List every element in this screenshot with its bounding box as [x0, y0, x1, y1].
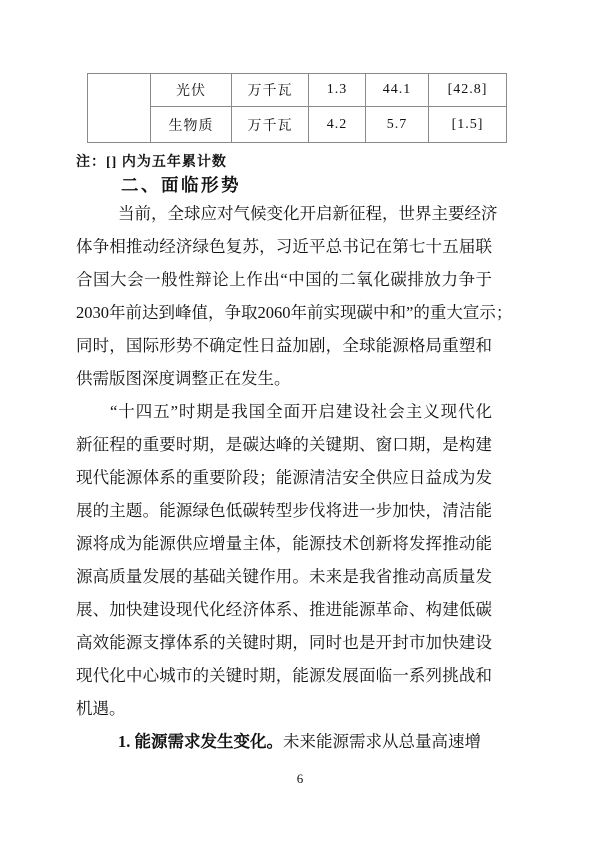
- table-cell-name: 光伏: [151, 74, 232, 107]
- numbered-item-text: 未来能源需求从总量高速增: [283, 732, 481, 751]
- body-line: 2030年前达到峰值，争取2060年前实现碳中和”的重大宣示；: [76, 303, 513, 322]
- body-line: 源高质量发展的基础关键作用。未来是我省推动高质量发: [76, 567, 492, 586]
- body-line: 展的主题。能源绿色低碳转型步伐将进一步加快，清洁能: [76, 501, 492, 520]
- body-line: 现代化中心城市的关键时期，能源发展面临一系列挑战和: [76, 666, 492, 685]
- numbered-item-title: 1. 能源需求发生变化。: [118, 732, 283, 751]
- table-row: [88, 107, 507, 143]
- body-text: [76, 197, 513, 758]
- body-line: “十四五”时期是我国全面开启建设社会主义现代化: [110, 402, 492, 421]
- body-line: 源将成为能源供应增量主体，能源技术创新将发挥推动能: [76, 534, 492, 553]
- table-cell-category-empty: [88, 74, 151, 143]
- table-cell-name: 生物质: [151, 107, 232, 143]
- body-line: 机遇。: [76, 699, 126, 718]
- body-line: 展、加快建设现代化经济体系、推进能源革命、构建低碳: [76, 600, 492, 619]
- table-cell-value: 44.1: [366, 74, 429, 107]
- table-cell-cumulative: [42.8]: [429, 74, 507, 107]
- table-row: [88, 74, 507, 107]
- body-line: 供需版图深度调整正在发生。: [76, 369, 291, 388]
- section-heading: 二、面临形势: [121, 175, 241, 195]
- table-cell-unit: 万千瓦: [232, 107, 309, 143]
- body-line: 高效能源支撑体系的关键时期，同时也是开封市加快建设: [76, 633, 492, 652]
- table-cell-value: 1.3: [309, 74, 366, 107]
- table-cell-value: 5.7: [366, 107, 429, 143]
- body-line-numbered-item: [76, 725, 492, 758]
- body-line: 体争相推动经济绿色复苏，习近平总书记在第七十五届联: [76, 237, 492, 256]
- table-cell-cumulative: [1.5]: [429, 107, 507, 143]
- capacity-table: [87, 73, 507, 143]
- table-cell-unit: 万千瓦: [232, 74, 309, 107]
- body-line: 现代能源体系的重要阶段；能源清洁安全供应日益成为发: [76, 468, 492, 487]
- table-note: 注：[] 内为五年累计数: [76, 155, 227, 170]
- body-line: 合国大会一般性辩论上作出“中国的二氧化碳排放力争于: [76, 270, 492, 289]
- body-line: 同时，国际形势不确定性日益加剧，全球能源格局重塑和: [76, 336, 492, 355]
- body-line: 新征程的重要时期，是碳达峰的关键期、窗口期，是构建: [76, 435, 492, 454]
- table-cell-value: 4.2: [309, 107, 366, 143]
- body-line: 当前，全球应对气候变化开启新征程，世界主要经济: [118, 204, 498, 223]
- page-number: 6: [296, 771, 304, 786]
